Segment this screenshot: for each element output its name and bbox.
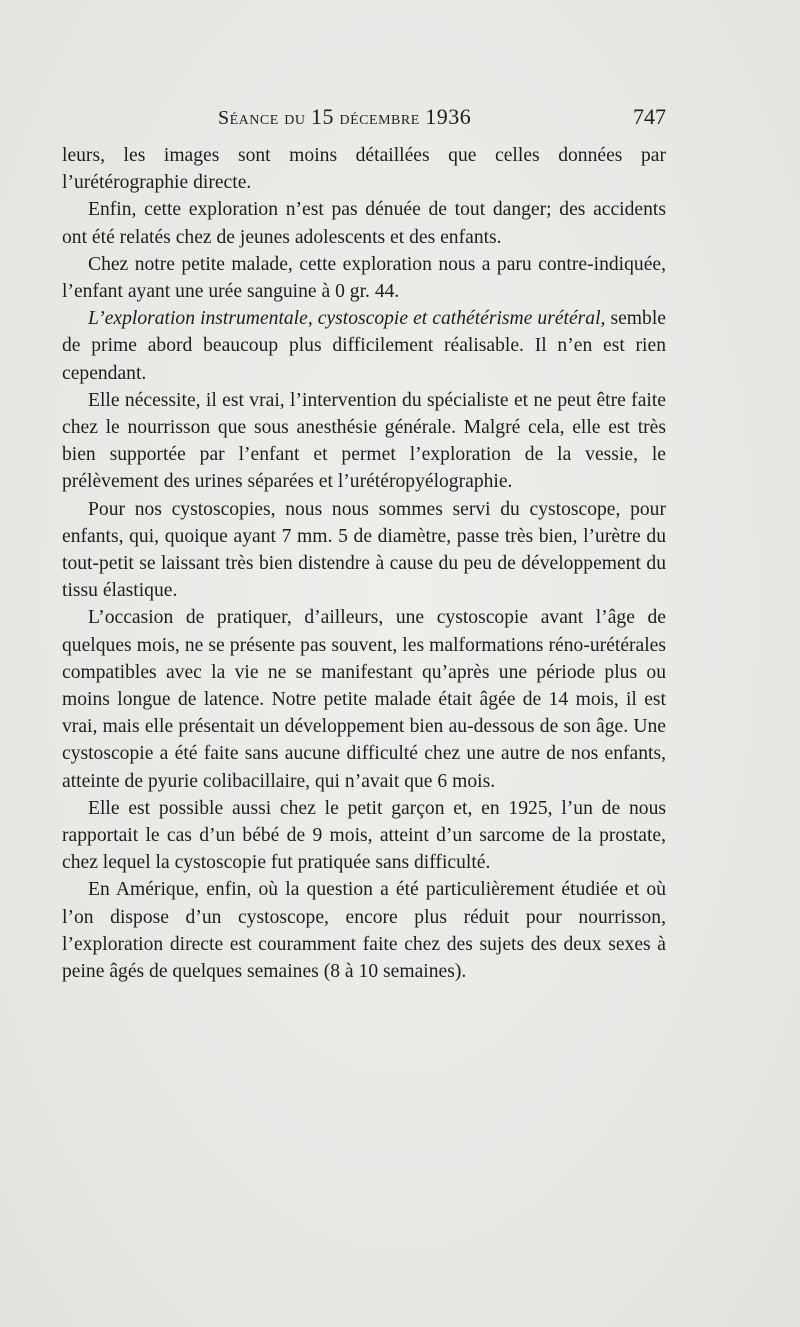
paragraph-4-rest: semble de prime abord beaucoup plus difficilement réalisable. Il n’en est rien cependant. <box>62 308 666 384</box>
running-head-month: décembre <box>334 107 426 129</box>
paragraph-6: Pour nos cystoscopies, nous nous sommes servi du cystoscope, pour enfants, qui, quoique ayant 7 mm. 5 de diamètre, passe très bien, l’urètre du tout-petit se laissant très bien distendre à cause du peu de développement du tissu élastique. <box>62 498 666 602</box>
running-head <box>218 104 471 130</box>
page-header <box>62 104 666 136</box>
paragraph-3: Chez notre petite malade, cette exploration nous a paru contre-indiquée, l’enfant ayant une urée sanguine à 0 gr. 44. <box>62 253 666 303</box>
paragraph-4 <box>62 305 666 387</box>
paragraph-5: Elle nécessite, il est vrai, l’intervention du spécialiste et ne peut être faite chez le nourrisson que sous anesthésie générale. Malgré cela, elle est très bien supportée par l’enfant et permet l’exploration de la vessie, le prélèvement des urines séparées et l’urétéropyélographie. <box>62 389 666 493</box>
paragraph-1: leurs, les images sont moins détaillées que celles données par l’urétérographie directe. <box>62 145 666 194</box>
running-head-year: 1936 <box>425 104 472 129</box>
paragraph-7: L’occasion de pratiquer, d’ailleurs, une cystoscopie avant l’âge de quelques mois, ne se présente pas souvent, les malformations réno-urétérales compatibles avec la vie ne se manifestant qu’après une période plus ou moins longue de latence. Notre petite malade était âgée de 14 mois, il est vrai, mais elle présentait un développement bien au-dessous de son âge. Une cystoscopie a été faite sans aucune difficulté chez une autre de nos enfants, atteinte de pyurie colibacillaire, qui n’avait que 6 mois. <box>62 607 666 792</box>
paragraph-9: En Amérique, enfin, où la question a été particulièrement étudiée et où l’on dispose d’un cystoscope, encore plus réduit pour nourrisson, l’exploration directe est couramment faite chez des sujets des deux sexes à peine âgés de quelques semaines (8 à 10 semaines). <box>62 879 666 983</box>
page-number: 747 <box>633 104 666 129</box>
paragraph-8: Elle est possible aussi chez le petit garçon et, en 1925, l’un de nous rapportait le cas d’un bébé de 9 mois, atteint d’un sarcome de la prostate, chez lequel la cystoscopie fut pratiquée sans difficulté. <box>62 797 666 874</box>
running-head-prefix: Séance du <box>218 107 312 129</box>
running-head-day: 15 <box>311 104 335 129</box>
paragraph-4-italic: L’exploration instrumentale, cystoscopie et cathétérisme urétéral, <box>88 308 606 330</box>
body-text <box>62 142 666 985</box>
paragraph-2: Enfin, cette exploration n’est pas dénuée de tout danger; des accidents ont été relatés chez de jeunes adolescents et des enfants. <box>62 199 666 248</box>
